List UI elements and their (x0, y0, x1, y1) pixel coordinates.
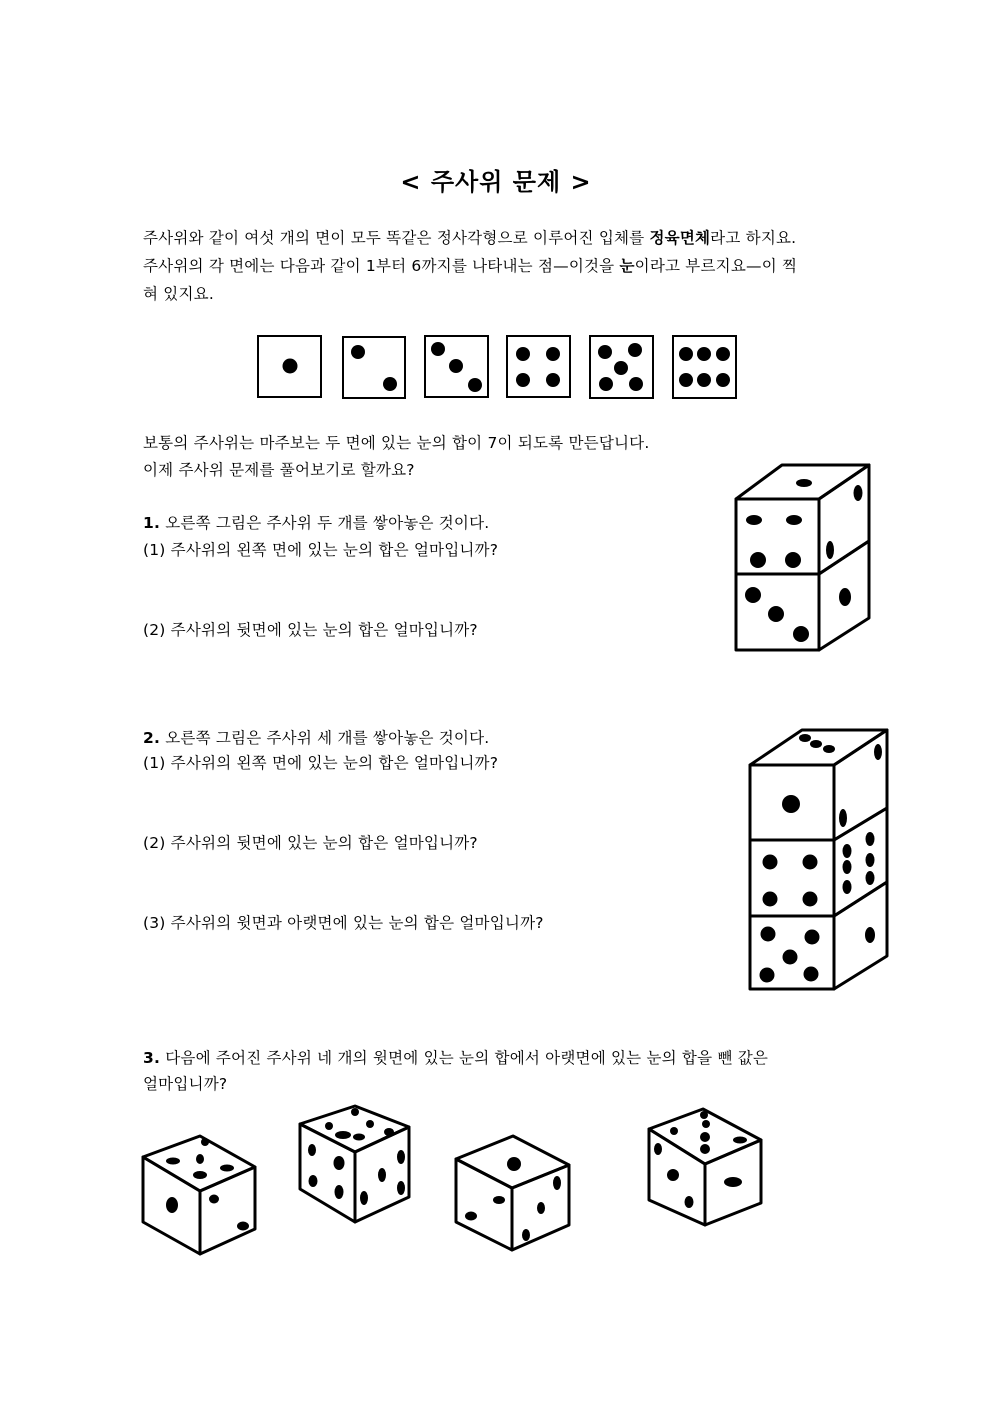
pip (599, 377, 613, 391)
pip (805, 930, 820, 945)
question-1-sub-1: (1) 주사위의 왼쪽 면에 있는 눈의 합은 얼마입니까? (143, 541, 499, 559)
pip (843, 844, 852, 858)
pip (866, 832, 875, 846)
pip (761, 927, 776, 942)
pip (220, 1165, 234, 1172)
pip (378, 1168, 386, 1182)
die-face-4 (507, 336, 570, 397)
question-2-sub-2: (2) 주사위의 뒷면에 있는 눈의 합은 얼마입니까? (143, 834, 478, 852)
pip (702, 1120, 710, 1128)
pip (507, 1157, 521, 1171)
pip (522, 1229, 530, 1241)
pip (700, 1144, 710, 1154)
intro-line-3: 혀 있지요. (143, 285, 214, 303)
pip (786, 515, 802, 525)
pip (465, 1212, 477, 1221)
three-stacked-dice-figure (745, 725, 895, 995)
rule-line-2: 이제 주사위 문제를 풀어보기로 할까요? (143, 461, 415, 479)
pip (516, 347, 530, 361)
pip (598, 345, 612, 359)
pip (308, 1144, 316, 1156)
pip (334, 1156, 345, 1170)
pip (760, 968, 775, 983)
pip (750, 552, 766, 568)
die-face-6 (673, 336, 736, 398)
pip (733, 1137, 747, 1144)
pip (237, 1222, 249, 1231)
isometric-die-4 (644, 1105, 764, 1230)
pip (335, 1131, 351, 1139)
pip (283, 359, 298, 374)
isometric-die-1 (138, 1132, 258, 1257)
pip (866, 871, 875, 885)
pip (697, 373, 711, 387)
pip (803, 855, 818, 870)
pip (716, 373, 730, 387)
die-face-2 (343, 337, 405, 398)
pip (799, 734, 811, 742)
die-face-1 (258, 336, 321, 397)
pip (810, 740, 822, 748)
question-2: 2. 오른쪽 그림은 주사위 세 개를 쌓아놓은 것이다. (143, 729, 490, 747)
isometric-die-2 (296, 1102, 416, 1232)
pip (679, 347, 693, 361)
two-stacked-dice-figure (730, 460, 880, 660)
pip (826, 541, 834, 559)
pip (793, 626, 809, 642)
pip (865, 927, 875, 943)
question-2-sub-1: (1) 주사위의 왼쪽 면에 있는 눈의 합은 얼마입니까? (143, 754, 499, 772)
pip (431, 342, 445, 356)
pip (351, 345, 365, 359)
pip (166, 1197, 178, 1213)
pip (803, 892, 818, 907)
pip (700, 1132, 710, 1142)
pip (553, 1176, 561, 1190)
pip (193, 1171, 207, 1179)
pip (667, 1169, 679, 1181)
pip (724, 1177, 742, 1187)
question-2-sub-3: (3) 주사위의 윗면과 아랫면에 있는 눈의 합은 얼마입니까? (143, 914, 544, 932)
dice-faces-legend (0, 330, 992, 410)
pip (628, 343, 642, 357)
pip (782, 795, 800, 813)
pip (546, 373, 560, 387)
pip (546, 347, 560, 361)
question-3: 3. 다음에 주어진 주사위 네 개의 윗면에 있는 눈의 합에서 아랫면에 있는 눈의 합을 뺀 값은 (143, 1049, 769, 1067)
die-face-5 (590, 336, 653, 398)
pip (839, 809, 847, 827)
pip (768, 606, 784, 622)
pip (335, 1185, 344, 1199)
pip (839, 588, 851, 606)
pip (397, 1181, 405, 1195)
pip (685, 1196, 694, 1208)
pip (383, 377, 397, 391)
pip (746, 515, 762, 525)
pip (384, 1128, 394, 1136)
pip (449, 359, 463, 373)
pip (166, 1158, 180, 1165)
pip (783, 950, 798, 965)
isometric-die-3 (452, 1132, 572, 1257)
page-title: < 주사위 문제 > (400, 168, 592, 196)
pip (366, 1120, 374, 1128)
pip (823, 745, 835, 753)
question-1-sub-2: (2) 주사위의 뒷면에 있는 눈의 합은 얼마입니까? (143, 621, 478, 639)
pip (854, 485, 863, 501)
pip (516, 373, 530, 387)
pip (468, 378, 482, 392)
pip (866, 853, 875, 867)
pip (360, 1191, 368, 1205)
pip (325, 1122, 333, 1130)
question-1: 1. 오른쪽 그림은 주사위 두 개를 쌓아놓은 것이다. (143, 514, 490, 532)
pip (745, 587, 761, 603)
rule-line-1: 보통의 주사위는 마주보는 두 면에 있는 눈의 합이 7이 되도록 만든답니다. (143, 434, 650, 452)
pip (209, 1195, 219, 1204)
intro-line-2: 주사위의 각 면에는 다음과 같이 1부터 6까지를 나타내는 점—이것을 눈이라고 부르지요—이 찍 (143, 257, 798, 275)
pip (397, 1150, 405, 1164)
pip (670, 1127, 678, 1135)
pip (697, 347, 711, 361)
pip (716, 347, 730, 361)
pip (843, 860, 852, 874)
pip (537, 1202, 545, 1214)
question-3-line-2: 얼마입니까? (143, 1075, 228, 1093)
pip (629, 377, 643, 391)
pip (614, 361, 628, 375)
pip (679, 373, 693, 387)
pip (796, 479, 812, 487)
pip (843, 880, 852, 894)
die-face-3 (425, 336, 488, 397)
pip (351, 1108, 359, 1116)
pip (353, 1134, 365, 1141)
pip (763, 855, 778, 870)
pip (201, 1138, 209, 1146)
pip (763, 892, 778, 907)
pip (700, 1111, 708, 1119)
intro-line-1: 주사위와 같이 여섯 개의 면이 모두 똑같은 정사각형으로 이루어진 입체를 정육면체라고 하지요. (143, 229, 797, 247)
pip (309, 1175, 318, 1187)
pip (654, 1143, 662, 1155)
pip (804, 967, 819, 982)
pip (493, 1196, 505, 1204)
pip (196, 1154, 204, 1164)
pip (874, 744, 882, 760)
pip (785, 552, 801, 568)
